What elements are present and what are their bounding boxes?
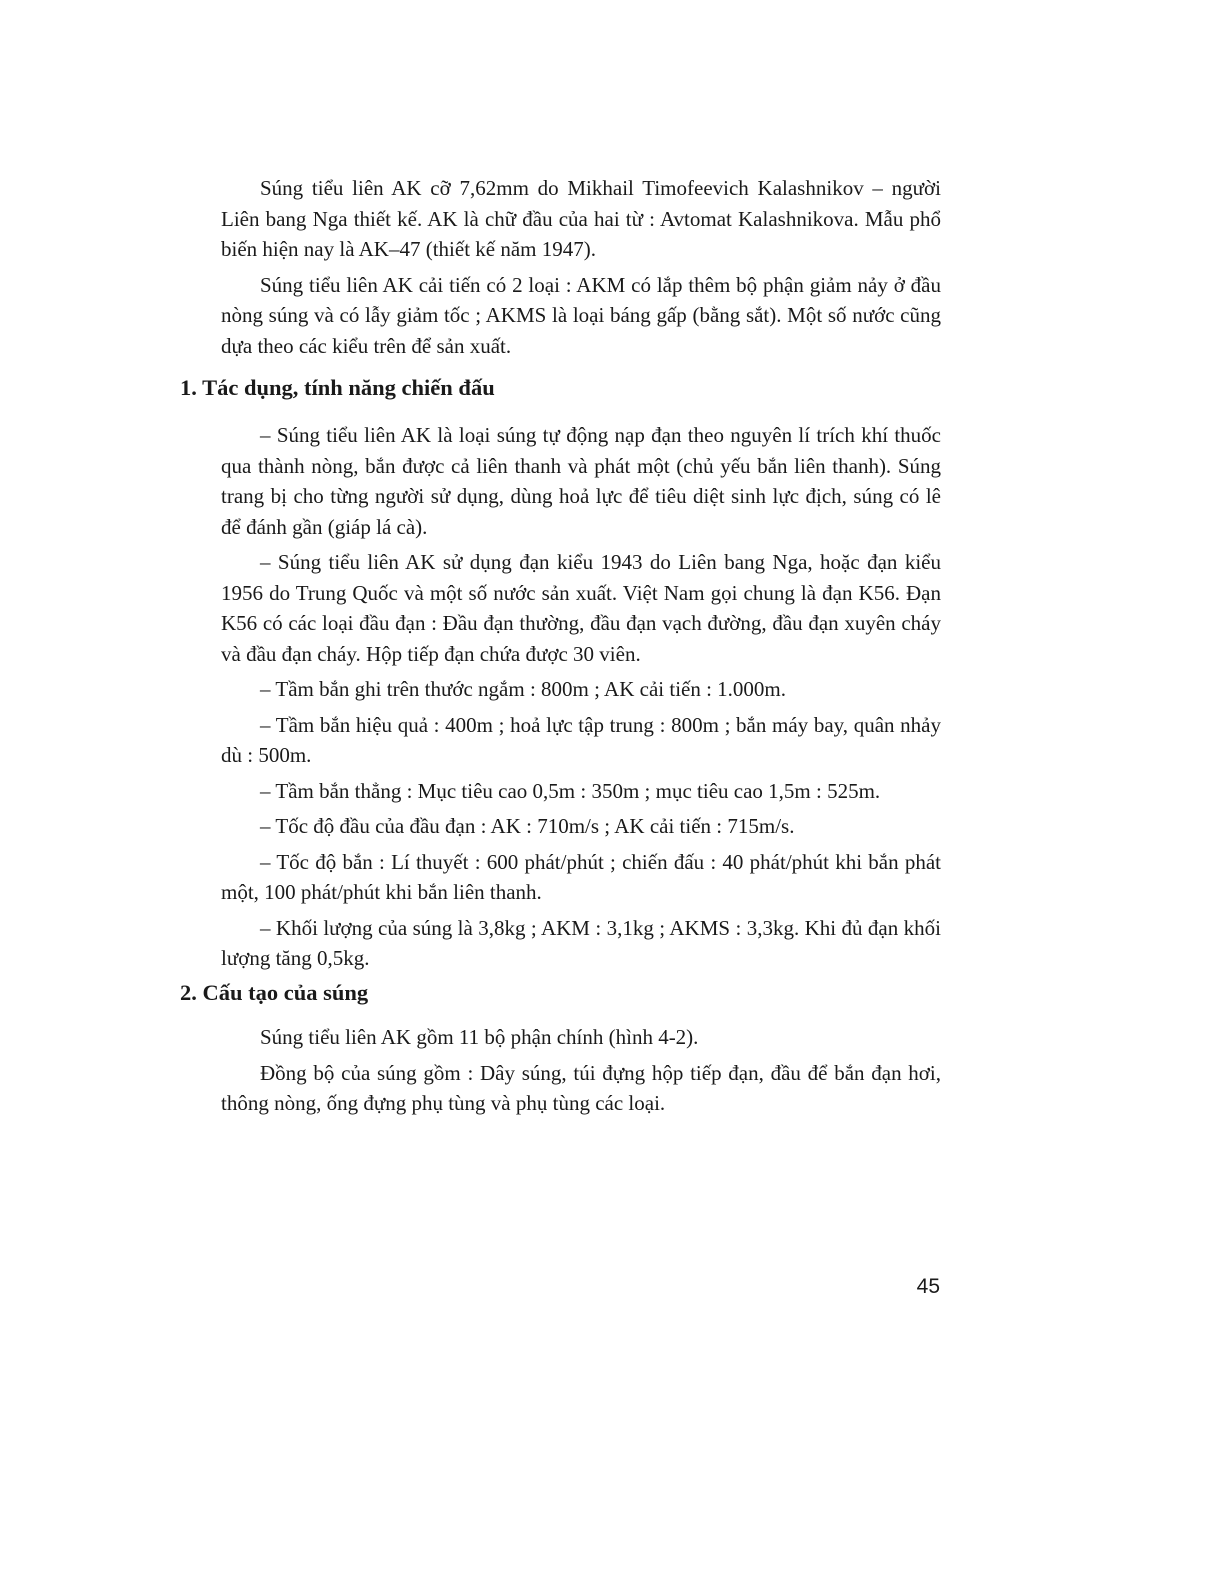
intro-paragraph-2: Súng tiểu liên AK cải tiến có 2 loại : AKM có lắp thêm bộ phận giảm nảy ở đầu nòng súng và có lẫy giảm tốc ; AKMS là loại báng gấp (bằng sắt). Một số nước cũng dựa theo các kiểu trên để sản xuất. [221, 272, 941, 358]
intro-paragraph-1: Súng tiểu liên AK cỡ 7,62mm do Mikhail Timofeevich Kalashnikov – người Liên bang Nga thiết kế. AK là chữ đầu của hai từ : Avtomat Kalashnikova. Mẫu phổ biến hiện nay là AK–47 (thiết kế năm 1947). [221, 176, 941, 261]
page-number: 45 [916, 1275, 940, 1298]
section-1-paragraph: – Khối lượng của súng là 3,8kg ; AKM : 3,1kg ; AKMS : 3,3kg. Khi đủ đạn khối lượng tăng 0,5kg. [221, 915, 941, 970]
section-1-paragraph: – Súng tiểu liên AK sử dụng đạn kiểu 1943 do Liên bang Nga, hoặc đạn kiểu 1956 do Trung Quốc và một số nước sản xuất. Việt Nam gọi chung là đạn K56. Đạn K56 có các loại đầu đạn : Đầu đạn thường, đầu đạn vạch đường, đầu đạn xuyên cháy và đầu đạn cháy. Hộp tiếp đạn chứa được 30 viên. [221, 550, 941, 666]
section-1-paragraph: – Tầm bắn ghi trên thước ngắm : 800m ; AK cải tiến : 1.000m. [260, 677, 787, 701]
section-1-paragraph: – Tốc độ bắn : Lí thuyết : 600 phát/phút ; chiến đấu : 40 phát/phút khi bắn phát một, 100 phát/phút khi bắn liên thanh. [221, 849, 941, 904]
section-1-paragraph: – Tầm bắn hiệu quả : 400m ; hoả lực tập trung : 800m ; bắn máy bay, quân nhảy dù : 500m. [221, 712, 941, 767]
section-1-heading: 1. Tác dụng, tính năng chiến đấu [180, 375, 495, 400]
section-2-body [221, 1022, 941, 1124]
section-1-body [221, 420, 941, 979]
section-1-paragraph: – Súng tiểu liên AK là loại súng tự động nạp đạn theo nguyên lí trích khí thuốc qua thành nòng, bắn được cả liên thanh và phát một (chủ yếu bắn liên thanh). Súng trang bị cho từng người sử dụng, dùng hoả lực để tiêu diệt sinh lực địch, súng có lê để đánh gần (giáp lá cà). [221, 423, 941, 539]
section-2-paragraph: Súng tiểu liên AK gồm 11 bộ phận chính (hình 4-2). [260, 1025, 699, 1049]
section-2-heading: 2. Cấu tạo của súng [180, 980, 369, 1005]
section-1-paragraph: – Tầm bắn thẳng : Mục tiêu cao 0,5m : 350m ; mục tiêu cao 1,5m : 525m. [260, 778, 881, 803]
intro-section [221, 173, 941, 366]
section-1-paragraph: – Tốc độ đầu của đầu đạn : AK : 710m/s ; AK cải tiến : 715m/s. [260, 814, 795, 838]
section-2-paragraph: Đồng bộ của súng gồm : Dây súng, túi đựng hộp tiếp đạn, đầu để bắn đạn hơi, thông nòng, ống đựng phụ tùng và phụ tùng các loại. [221, 1060, 941, 1115]
